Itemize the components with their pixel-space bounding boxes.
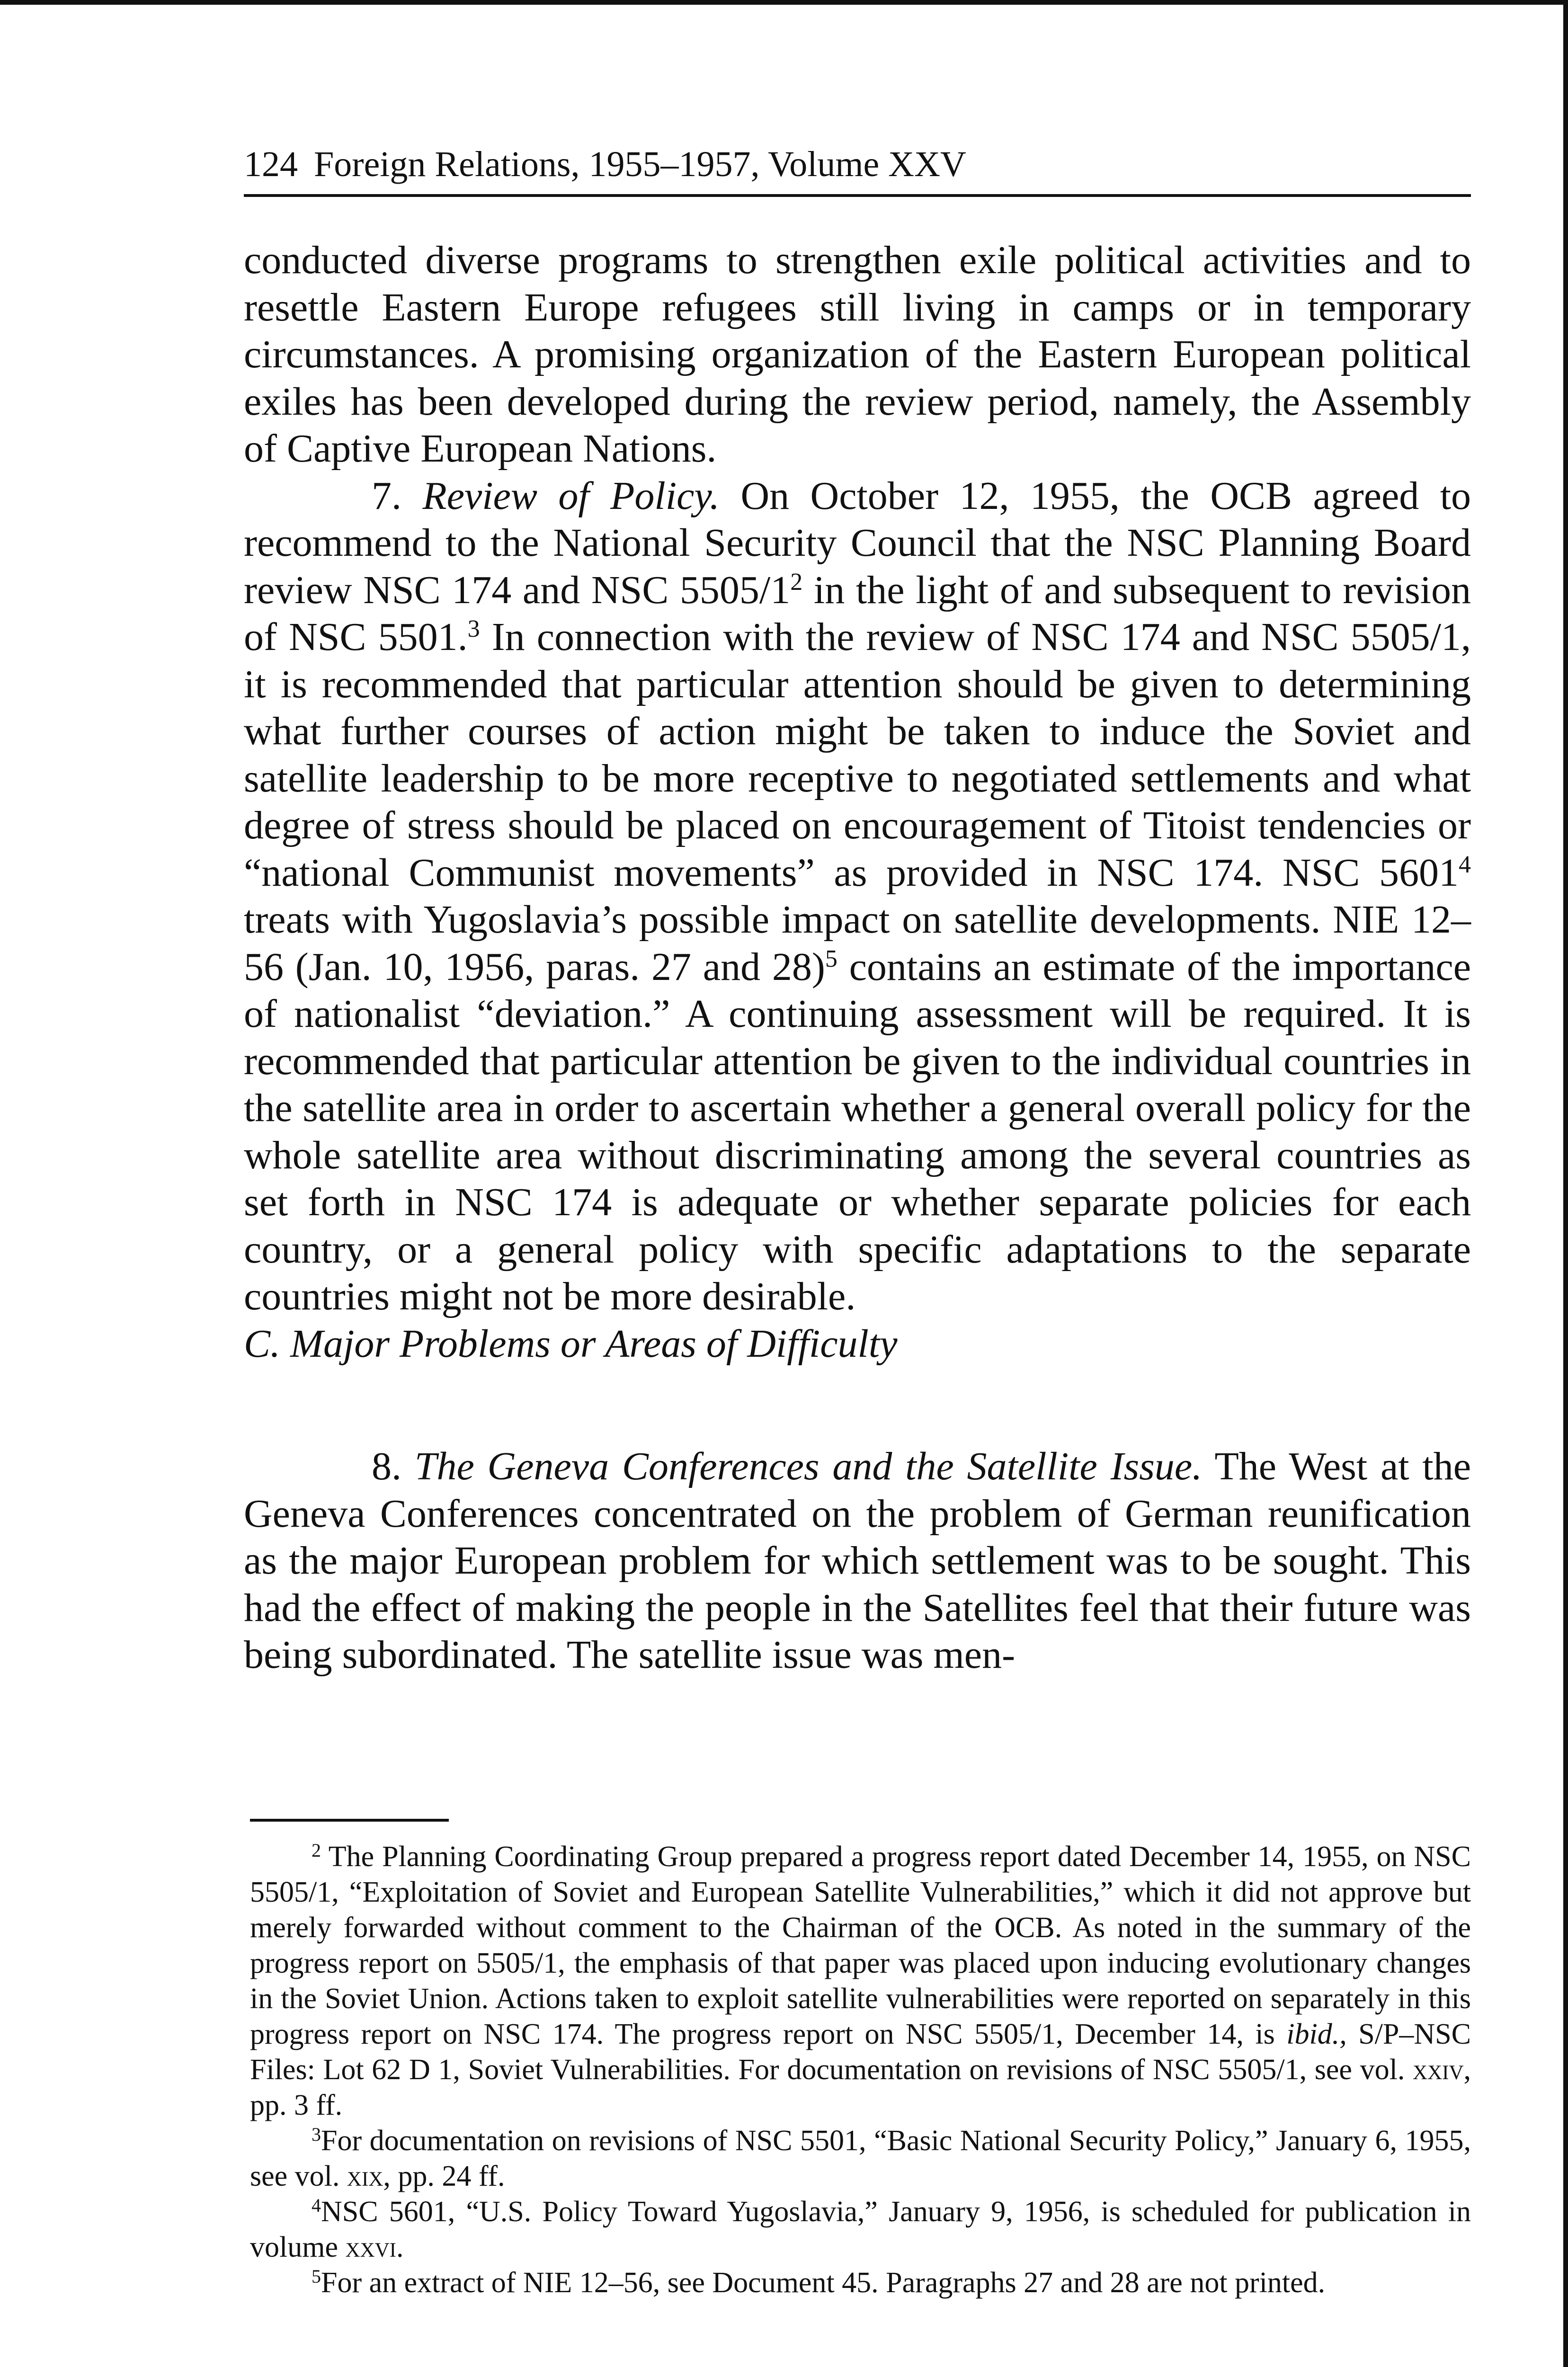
footnote-4-volume: xxvi [345,2231,396,2263]
paragraph-7-text-a: On October 12, 1955, the OCB agreed to recommend to the National Security Council that the NSC Planning Board review NSC 174 and NSC 5505/1 [244,473,1471,612]
footnote-2 [250,1839,1471,2123]
paragraph-8-text: The West at the Geneva Conferences concentrated on the problem of German reunification as the major European problem for which settlement was to be sought. This had the effect of making the people in the Satellites feel that their future was being subordinated. The satellite issue was men- [244,1444,1471,1677]
paragraph-7-text-b: in the light of and subsequent to revision of NSC 5501. [244,568,1471,659]
footnotes [250,1839,1471,2301]
footnote-5-text: For an extract of NIE 12–56, see Document 45. Paragraphs 27 and 28 are not printed. [321,2267,1326,2299]
footnote-3-text-a: For documentation on revisions of NSC 5501, “Basic National Security Policy,” January 6, 1955, see vol. [250,2125,1471,2192]
paragraph-7-number: 7. [372,473,401,518]
paragraph-8 [244,1443,1471,1679]
paragraph-7-title: Review of Policy. [422,473,720,518]
footnote-5 [250,2265,1471,2301]
running-title: Foreign Relations, 1955–1957, Volume XXV [314,144,966,184]
footnote-2-text-c: , pp. 3 ff. [250,2054,1471,2121]
page-number: 124 [244,144,298,184]
paragraph-7 [244,472,1471,1320]
scan-edge-top [0,0,1568,5]
footnote-4-text-b: . [396,2231,404,2263]
footnote-4-text-a: NSC 5601, “U.S. Policy Toward Yugoslavia,” January 9, 1956, is scheduled for publication in volume [250,2196,1471,2263]
footnote-2-text-a: The Planning Coordinating Group prepared a progress report dated December 14, 1955, on NSC 5505/1, “Exploitation of Soviet and European Satellite Vulnerabilities,” which it did not approve but merely forwarded without comment to the Chairman of the OCB. As noted in the summary of the progress report on 5505/1, the emphasis of that paper was placed upon inducing evolutionary changes in the Soviet Union. Actions taken to exploit satellite vulnerabilities were reported on separately in this progress report on NSC 174. The progress report on NSC 5505/1, December 14, is [250,1841,1471,2050]
footnote-4-marker: 4 [312,2195,321,2216]
paragraph-7-text-d: treats with Yugoslavia’s possible impact on satellite developments. NIE 12–56 (Jan. 10, 1956, paras. 27 and 28) [244,898,1471,989]
footnote-3 [250,2123,1471,2194]
footnote-4 [250,2194,1471,2265]
footnote-2-ibid: ibid., [1286,2018,1347,2050]
paragraph-7-text-e: contains an estimate of the importance of nationalist “deviation.” A continuing assessment will be required. It is recommended that particular attention be given to the individual countries in the satellite area in order to ascertain whether a general overall policy for the whole satellite area without discriminating among the several countries as set forth in NSC 174 is adequate or whether separate policies for each country, or a general policy with specific adaptations to the separate countries might not be more desirable. [244,944,1471,1318]
footnote-divider [250,1819,449,1822]
footnote-5-marker: 5 [312,2266,321,2287]
paragraph-7-text-c: In connection with the review of NSC 174 and NSC 5505/1, it is recommended that particular attention should be given to determining what further courses of action might be taken to induce the Soviet and satellite leadership to be more receptive to negotiated settlements and what degree of stress should be placed on encouragement of Titoist tendencies or “national Communist movements” as provided in NSC 174. NSC 5601 [244,615,1471,895]
section-heading: C. Major Problems or Areas of Difficulty [244,1321,898,1366]
footnote-3-text-b: , pp. 24 ff. [383,2160,505,2192]
paragraph-8-number: 8. [372,1444,401,1488]
footnote-2-volume: xxiv [1413,2054,1464,2086]
running-header [244,138,1471,197]
scan-edge-right [1563,0,1568,2367]
paragraph-continued: conducted diverse programs to strengthen exile political activities and to resettle Eastern Europe refugees still living in camps or in temporary circumstances. A promising organization of the Eastern European political exiles has been developed during the review period, namely, the Assembly of Captive European Nations. [244,238,1471,471]
footnote-ref-3: 3 [467,615,480,642]
main-text [244,237,1471,1679]
footnote-2-text-b: S/P–NSC Files: Lot 62 D 1, Soviet Vulnerabilities. For documentation on revisions of NSC 5505/1, see vol. [250,2018,1471,2086]
footnote-3-volume: xix [347,2160,383,2192]
footnote-ref-4: 4 [1459,851,1471,878]
footnote-ref-5: 5 [825,945,837,972]
paragraph-8-title: The Geneva Conferences and the Satellite Issue. [414,1444,1203,1488]
footnote-2-marker: 2 [312,1840,321,1861]
footnote-ref-2: 2 [790,568,803,596]
footnote-3-marker: 3 [312,2124,321,2145]
